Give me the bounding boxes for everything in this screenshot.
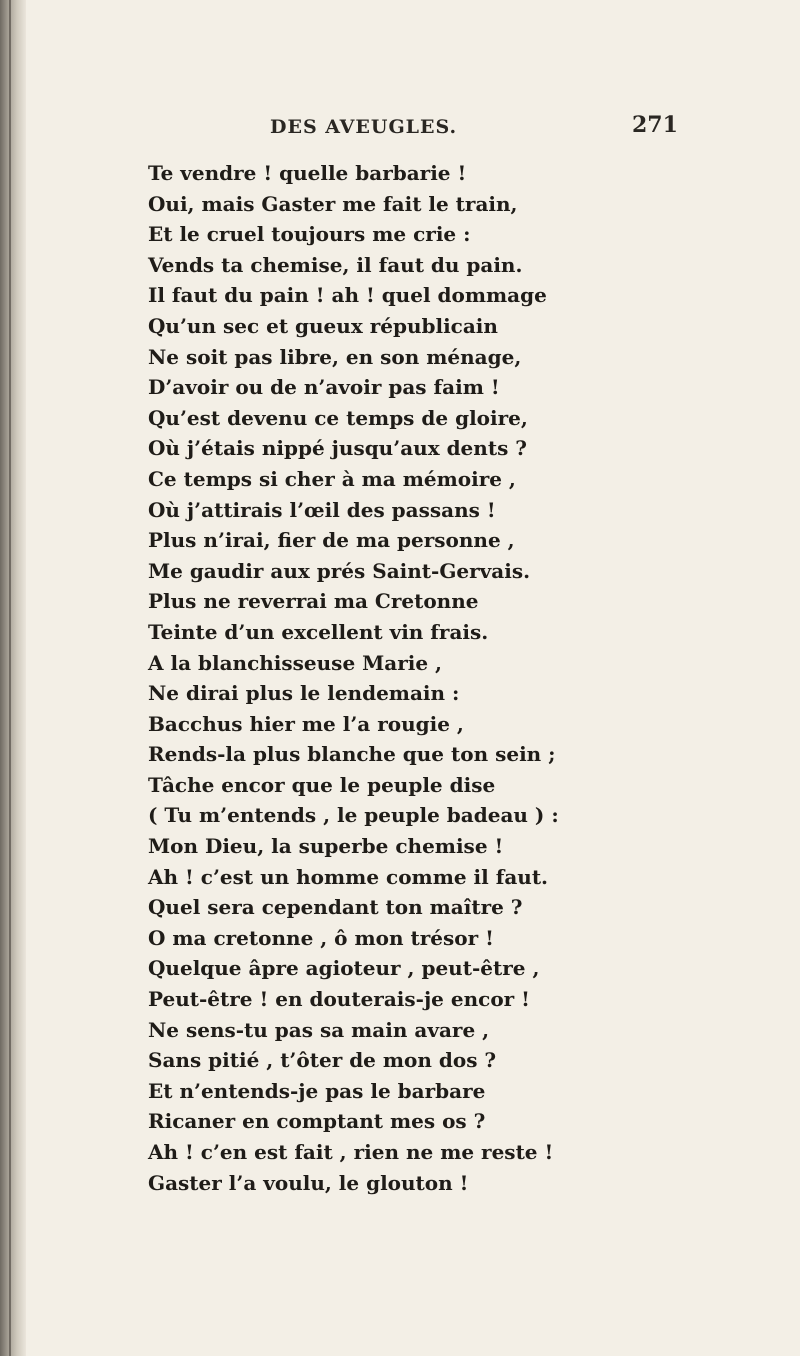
poem-line: Ah ! c’est un homme comme il faut. — [148, 864, 549, 889]
poem-line: Me gaudir aux prés Saint-Gervais. — [148, 558, 531, 583]
poem-line: Ricaner en comptant mes os ? — [148, 1109, 486, 1134]
poem-line: D’avoir ou de n’avoir pas faim ! — [148, 375, 500, 400]
poem-line: Plus ne reverrai ma Cretonne — [148, 589, 479, 614]
poem-line: Il faut du pain ! ah ! quel dommage — [148, 283, 547, 308]
poem-line: Quelque âpre agioteur , peut-être , — [148, 956, 540, 981]
poem-line: O ma cretonne , ô mon trésor ! — [148, 925, 494, 950]
poem-line: Sans pitié , t’ôter de mon dos ? — [148, 1048, 497, 1073]
poem-text — [148, 158, 559, 1198]
poem-line: Où j’attirais l’œil des passans ! — [148, 497, 496, 522]
poem-line: Qu’un sec et gueux républicain — [148, 313, 498, 338]
poem-line: Bacchus hier me l’a rougie , — [148, 711, 464, 736]
poem-line: Ne soit pas libre, en son ménage, — [148, 344, 522, 369]
poem-line: Gaster l’a voulu, le glouton ! — [148, 1170, 469, 1195]
poem-line: Et le cruel toujours me crie : — [148, 222, 471, 247]
poem-line: Ne sens-tu pas sa main avare , — [148, 1017, 490, 1042]
poem-line: Où j’étais nippé jusqu’aux dents ? — [148, 436, 528, 461]
poem-line: A la blanchisseuse Marie , — [148, 650, 443, 675]
poem-line: Teinte d’un excellent vin frais. — [148, 619, 489, 644]
poem-line: Quel sera cependant ton maître ? — [148, 895, 523, 920]
poem-line: Tâche encor que le peuple dise — [148, 772, 496, 797]
poem-line: Qu’est devenu ce temps de gloire, — [148, 405, 528, 430]
poem-line: Peut-être ! en douterais-je encor ! — [148, 987, 530, 1012]
poem-line: Ne dirai plus le lendemain : — [148, 681, 460, 706]
poem-line: Ce temps si cher à ma mémoire , — [148, 466, 516, 491]
poem-line: Ah ! c’en est fait , rien ne me reste ! — [148, 1140, 554, 1164]
poem-line: Rends-la plus blanche que ton sein ; — [148, 742, 556, 767]
poem-line: Oui, mais Gaster me fait le train, — [148, 191, 518, 216]
poem-line: Et n’entends-je pas le barbare — [148, 1078, 486, 1103]
poem-line: Te vendre ! quelle barbarie ! — [148, 161, 467, 185]
running-title: DES AVEUGLES. — [270, 116, 458, 138]
poem-line: Mon Dieu, la superbe chemise ! — [148, 834, 504, 859]
poem-line: ( Tu m’entends , le peuple badeau ) : — [148, 803, 559, 828]
page-number: 271 — [632, 112, 678, 138]
poem-line: Plus n’irai, fier de ma personne , — [148, 528, 515, 553]
poem-line: Vends ta chemise, il faut du pain. — [148, 252, 523, 277]
